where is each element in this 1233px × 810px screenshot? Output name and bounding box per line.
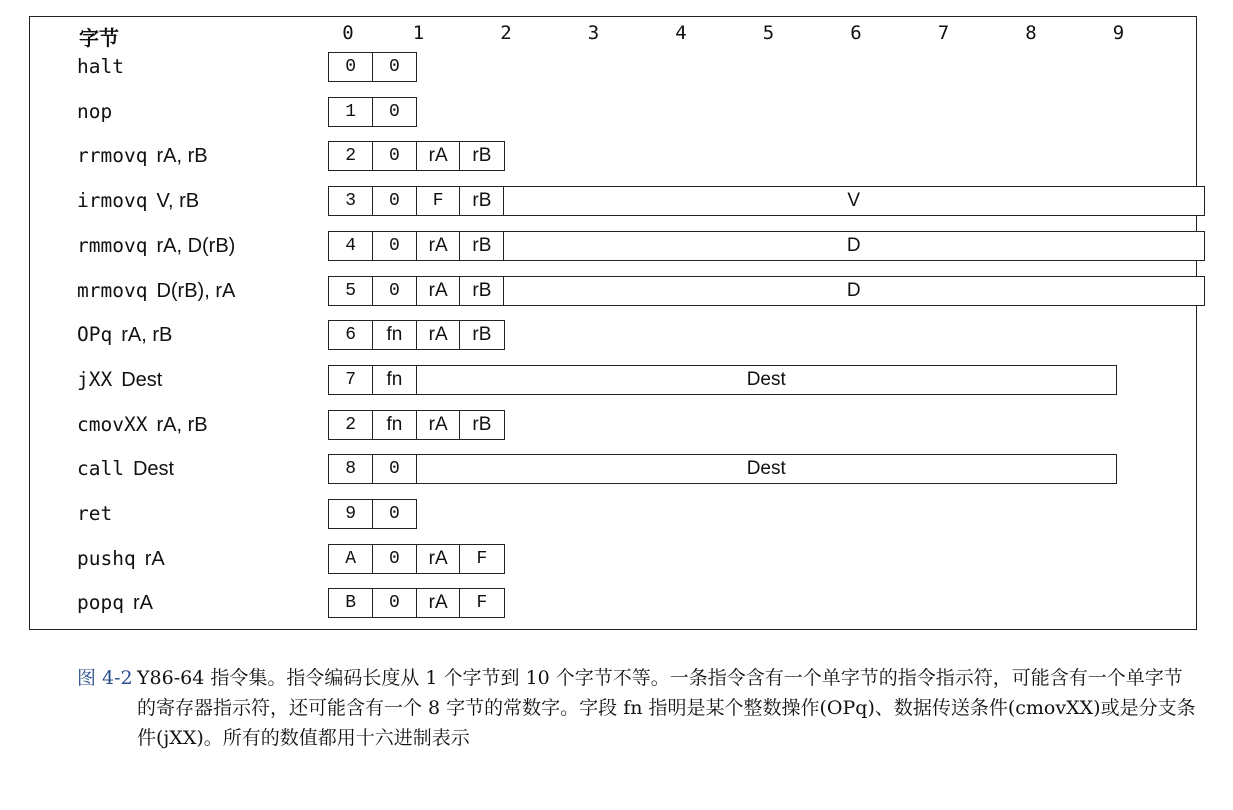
encoding-nibble: 7 — [328, 365, 373, 395]
instruction-label — [77, 55, 124, 79]
encoding-nibble: rB — [459, 141, 504, 171]
column-number: 3 — [587, 22, 600, 44]
encoding-nibble: 3 — [328, 186, 373, 216]
encoding-field-wide: D — [503, 231, 1205, 261]
instruction-mnemonic: call — [77, 457, 124, 481]
instruction-label — [77, 189, 199, 213]
encoding-nibble: 0 — [372, 52, 417, 82]
instruction-label — [77, 591, 153, 615]
instruction-label — [77, 457, 174, 481]
instruction-mnemonic: irmovq — [77, 189, 148, 213]
encoding-nibble: 0 — [372, 276, 417, 306]
instruction-mnemonic: mrmovq — [77, 278, 148, 302]
encoding-nibble: rA — [416, 320, 461, 350]
encoding-nibble: 0 — [372, 97, 417, 127]
encoding-nibble: 0 — [372, 499, 417, 529]
instruction-operands: rA, rB — [121, 324, 173, 347]
encoding-nibble: 0 — [372, 186, 417, 216]
instruction-mnemonic: OPq — [77, 323, 113, 347]
instruction-operands: Dest — [121, 368, 163, 391]
encoding-nibble: 1 — [328, 97, 373, 127]
encoding-field-wide: D — [503, 276, 1205, 306]
encoding-nibble: rB — [459, 320, 504, 350]
instruction-label — [77, 547, 165, 571]
encoding-nibble: rB — [459, 276, 504, 306]
encoding-nibble: 2 — [328, 410, 373, 440]
column-number: 7 — [937, 22, 950, 44]
encoding-nibble: 0 — [328, 52, 373, 82]
instruction-label — [77, 234, 235, 258]
encoding-nibble: rA — [416, 544, 461, 574]
encoding-nibble: A — [328, 544, 373, 574]
encoding-field-wide: Dest — [416, 454, 1118, 484]
encoding-field-wide: V — [503, 186, 1205, 216]
encoding-nibble: 0 — [372, 141, 417, 171]
encoding-nibble: rB — [459, 410, 504, 440]
column-number: 5 — [762, 22, 775, 44]
instruction-mnemonic: ret — [77, 502, 113, 525]
encoding-nibble: 0 — [372, 454, 417, 484]
encoding-nibble: fn — [372, 410, 417, 440]
column-number: 8 — [1025, 22, 1037, 44]
instruction-mnemonic: rmmovq — [77, 233, 148, 257]
instruction-mnemonic: nop — [77, 99, 113, 123]
instruction-mnemonic: popq — [77, 591, 124, 615]
encoding-nibble: 9 — [328, 499, 373, 529]
column-number: 9 — [1112, 22, 1125, 44]
figure-number: 图 4-2 — [77, 667, 133, 689]
instruction-operands: rA, rB — [156, 145, 208, 168]
instruction-mnemonic: cmovXX — [77, 412, 148, 436]
column-number: 0 — [342, 22, 354, 44]
instruction-label — [77, 368, 162, 392]
encoding-nibble: 0 — [372, 544, 417, 574]
instruction-operands: rA — [144, 547, 165, 570]
encoding-nibble: 2 — [328, 141, 373, 171]
encoding-nibble: rA — [416, 276, 461, 306]
encoding-nibble: rB — [459, 186, 504, 216]
column-number: 2 — [500, 22, 512, 44]
figure-caption: Y86-64 指令集。指令编码长度从 1 个字节到 10 个字节不等。一条指令含有一个单字节的指令指示符，可能含有一个单字节的寄存器指示符，还可能含有一个 8 字节的常数字。字段 fn 指明是某个整数操作(OPq)、数据传送条件(cmovXX)或是分支条件(jXX)。所有的数值都用十六进制表示 — [137, 667, 1196, 749]
encoding-nibble: 5 — [328, 276, 373, 306]
encoding-nibble: 4 — [328, 231, 373, 261]
encoding-nibble: 8 — [328, 454, 373, 484]
encoding-nibble: rA — [416, 231, 461, 261]
encoding-nibble: rA — [416, 588, 461, 618]
column-number: 4 — [675, 22, 687, 44]
instruction-mnemonic: rrmovq — [77, 144, 148, 168]
instruction-label — [77, 279, 235, 303]
instruction-operands: rA, D(rB) — [156, 234, 236, 257]
instruction-operands: rA, rB — [156, 413, 208, 436]
byte-header-label: 字节 — [79, 26, 119, 50]
encoding-nibble: 0 — [372, 231, 417, 261]
instruction-label — [77, 144, 208, 168]
encoding-nibble: F — [416, 186, 461, 216]
column-number: 1 — [412, 22, 425, 44]
instruction-label — [77, 502, 112, 526]
instruction-label — [77, 413, 208, 437]
encoding-nibble: rA — [416, 410, 461, 440]
instruction-mnemonic: halt — [77, 55, 124, 78]
encoding-nibble: rA — [416, 141, 461, 171]
encoding-nibble: fn — [372, 365, 417, 395]
encoding-field-wide: Dest — [416, 365, 1118, 395]
encoding-nibble: F — [459, 588, 504, 618]
instruction-operands: D(rB), rA — [156, 279, 236, 302]
encoding-nibble: B — [328, 588, 373, 618]
instruction-label — [77, 100, 112, 124]
column-number: 6 — [850, 22, 862, 44]
instruction-label — [77, 323, 172, 347]
encoding-nibble: F — [459, 544, 504, 574]
encoding-nibble: 0 — [372, 588, 417, 618]
figure-frame — [29, 16, 1197, 630]
instruction-mnemonic: jXX — [77, 367, 113, 391]
encoding-nibble: fn — [372, 320, 417, 350]
encoding-nibble: 6 — [328, 320, 373, 350]
instruction-operands: rA — [132, 592, 153, 615]
instruction-operands: V, rB — [156, 190, 200, 213]
instruction-mnemonic: pushq — [77, 546, 136, 570]
instruction-operands: Dest — [132, 458, 175, 481]
encoding-nibble: rB — [459, 231, 504, 261]
